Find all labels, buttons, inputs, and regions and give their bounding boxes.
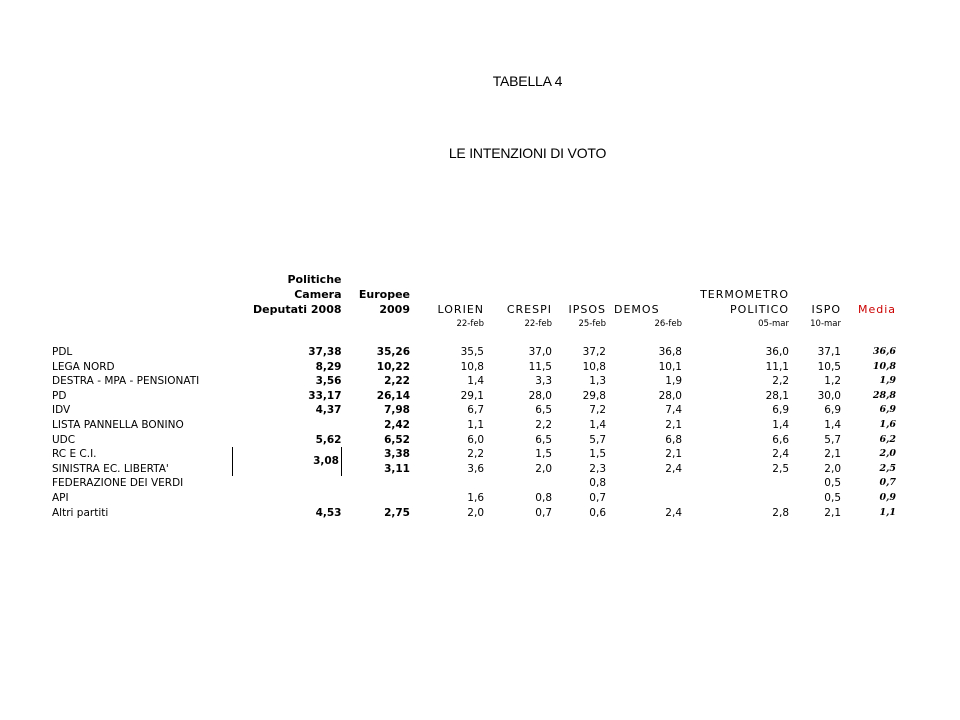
cell-ipsos: 10,8 xyxy=(582,360,606,373)
cell-ipsos: 1,5 xyxy=(589,448,606,461)
cell-ipsos: 37,2 xyxy=(582,346,606,358)
cell-lorien: 29,1 xyxy=(460,389,484,402)
dates-row xyxy=(52,317,896,337)
header-europee xyxy=(342,272,411,317)
cell-party: UDC xyxy=(52,433,76,446)
header-europee-line1: Europee xyxy=(358,288,410,301)
cell-ipsos: 0,8 xyxy=(589,477,606,490)
cell-termometro: 2,4 xyxy=(772,448,789,461)
cell-europee xyxy=(342,491,411,506)
cell-party: IDV xyxy=(52,404,71,417)
table-row xyxy=(52,418,896,433)
cell-europee: 3,38 xyxy=(384,448,410,461)
cell-demos: 2,4 xyxy=(665,506,682,519)
cell-termometro xyxy=(682,476,789,491)
date-lorien: 22-feb xyxy=(456,319,484,329)
cell-media: 28,8 xyxy=(872,389,896,401)
cell-ipsos: 1,3 xyxy=(589,375,606,388)
cell-europee: 7,98 xyxy=(384,404,410,417)
cell-media: 1,6 xyxy=(879,418,896,430)
cell-europee: 10,22 xyxy=(376,360,410,373)
cell-europee: 35,26 xyxy=(376,346,410,358)
cell-ispo: 0,5 xyxy=(824,491,841,504)
cell-lorien: 2,0 xyxy=(467,506,484,519)
cell-ispo: 1,2 xyxy=(824,375,841,388)
cell-lorien: 1,4 xyxy=(467,375,484,388)
cell-party: RC E C.I. xyxy=(52,448,97,461)
cell-termometro xyxy=(682,491,789,506)
header-crespi: CRESPI xyxy=(506,303,552,316)
cell-media: 10,8 xyxy=(872,360,896,372)
cell-demos: 7,4 xyxy=(665,404,682,417)
date-ipsos: 25-feb xyxy=(578,319,606,329)
cell-ispo: 0,5 xyxy=(824,477,841,490)
cell-party: FEDERAZIONE DEI VERDI xyxy=(52,477,184,490)
cell-demos: 2,4 xyxy=(665,462,682,475)
cell-crespi xyxy=(484,476,552,491)
table-row xyxy=(52,447,896,462)
cell-media: 2,5 xyxy=(879,462,896,474)
cell-lorien: 35,5 xyxy=(460,346,484,358)
table-row xyxy=(52,403,896,418)
table-row xyxy=(52,476,896,491)
cell-politiche xyxy=(233,418,342,433)
voting-intentions-table xyxy=(52,272,896,520)
cell-europee: 2,42 xyxy=(384,418,410,431)
cell-lorien: 3,6 xyxy=(467,462,484,475)
cell-politiche: 3,56 xyxy=(315,375,342,388)
cell-termometro: 2,2 xyxy=(772,375,789,388)
cell-media: 2,0 xyxy=(879,448,896,460)
cell-politiche: 37,38 xyxy=(308,346,342,358)
cell-demos: 1,9 xyxy=(665,375,682,388)
table-row xyxy=(52,506,896,521)
cell-party: PDL xyxy=(52,346,73,358)
cell-lorien: 1,1 xyxy=(467,418,484,431)
cell-media: 6,9 xyxy=(879,404,896,416)
header-row xyxy=(52,272,896,317)
header-lorien: LORIEN xyxy=(437,303,484,316)
table-row xyxy=(52,491,896,506)
header-politiche xyxy=(233,272,342,317)
cell-ispo: 2,1 xyxy=(824,448,841,461)
cell-termometro: 36,0 xyxy=(765,346,789,358)
cell-ipsos: 0,7 xyxy=(589,491,606,504)
cell-demos xyxy=(606,491,682,506)
cell-crespi: 6,5 xyxy=(535,404,552,417)
cell-europee: 3,11 xyxy=(384,462,410,475)
cell-crespi: 0,8 xyxy=(535,491,552,504)
cell-crespi: 37,0 xyxy=(528,346,552,358)
cell-ipsos: 5,7 xyxy=(589,433,606,446)
cell-demos: 2,1 xyxy=(665,448,682,461)
table-row xyxy=(52,462,896,477)
cell-demos: 2,1 xyxy=(665,418,682,431)
cell-party: Altri partiti xyxy=(52,506,109,519)
header-termometro-line1: TERMOMETRO xyxy=(700,288,789,301)
cell-termometro: 11,1 xyxy=(765,360,789,373)
table-row xyxy=(52,345,896,360)
cell-europee xyxy=(342,476,411,491)
cell-politiche: 4,53 xyxy=(315,506,342,519)
cell-demos: 10,1 xyxy=(658,360,682,373)
cell-politiche: 8,29 xyxy=(315,360,342,373)
cell-ispo: 37,1 xyxy=(817,346,841,358)
cell-politiche xyxy=(233,491,342,506)
cell-ipsos: 0,6 xyxy=(589,506,606,519)
header-party xyxy=(52,272,233,317)
cell-lorien: 6,0 xyxy=(467,433,484,446)
cell-ispo: 5,7 xyxy=(824,433,841,446)
table-body xyxy=(52,345,896,520)
table-subtitle: LE INTENZIONI DI VOTO xyxy=(448,145,607,161)
cell-crespi: 0,7 xyxy=(535,506,552,519)
cell-media: 0,7 xyxy=(879,477,896,489)
cell-party: API xyxy=(52,491,69,504)
cell-lorien: 2,2 xyxy=(467,448,484,461)
cell-europee: 6,52 xyxy=(384,433,410,446)
cell-lorien: 6,7 xyxy=(467,404,484,417)
cell-lorien xyxy=(410,476,484,491)
cell-ispo: 2,0 xyxy=(824,462,841,475)
cell-party: LEGA NORD xyxy=(52,360,115,373)
cell-politiche: 4,37 xyxy=(315,404,342,417)
date-ispo: 10-mar xyxy=(810,319,841,329)
cell-party: DESTRA - MPA - PENSIONATI xyxy=(52,375,200,388)
header-ispo: ISPO xyxy=(811,303,841,316)
cell-politiche: 33,17 xyxy=(308,389,342,402)
cell-party: LISTA PANNELLA BONINO xyxy=(52,418,184,431)
date-demos: 26-feb xyxy=(654,319,682,329)
header-termometro-line2: POLITICO xyxy=(730,303,789,316)
cell-lorien: 1,6 xyxy=(467,491,484,504)
cell-ipsos: 1,4 xyxy=(589,418,606,431)
page-title: TABELLA 4 xyxy=(492,73,563,89)
header-politiche-line1: Politiche xyxy=(287,273,342,286)
cell-crespi: 11,5 xyxy=(528,360,552,373)
cell-ispo: 10,5 xyxy=(817,360,841,373)
cell-europee: 26,14 xyxy=(376,389,410,402)
cell-politiche: 5,62 xyxy=(315,433,342,446)
cell-ipsos: 29,8 xyxy=(582,389,606,402)
cell-party: SINISTRA EC. LIBERTA' xyxy=(52,462,169,475)
cell-ispo: 1,4 xyxy=(824,418,841,431)
header-ipsos: IPSOS xyxy=(568,303,606,316)
header-termometro xyxy=(682,272,789,317)
header-europee-line2: 2009 xyxy=(379,303,410,316)
cell-demos: 36,8 xyxy=(658,346,682,358)
cell-politiche: 3,08 xyxy=(233,447,342,476)
header-politiche-line2: Camera xyxy=(294,288,342,301)
cell-termometro: 2,5 xyxy=(772,462,789,475)
table-row xyxy=(52,433,896,448)
cell-crespi: 2,2 xyxy=(535,418,552,431)
cell-ispo: 30,0 xyxy=(817,389,841,402)
cell-politiche xyxy=(233,476,342,491)
cell-crespi: 3,3 xyxy=(535,375,552,388)
cell-termometro: 6,9 xyxy=(772,404,789,417)
cell-demos xyxy=(606,476,682,491)
cell-ispo: 2,1 xyxy=(824,506,841,519)
cell-party: PD xyxy=(52,389,67,402)
cell-demos: 28,0 xyxy=(658,389,682,402)
cell-termometro: 2,8 xyxy=(772,506,789,519)
cell-termometro: 1,4 xyxy=(772,418,789,431)
header-demos: DEMOS xyxy=(614,303,660,316)
cell-media: 6,2 xyxy=(879,433,896,445)
cell-ipsos: 7,2 xyxy=(589,404,606,417)
cell-ipsos: 2,3 xyxy=(589,462,606,475)
cell-lorien: 10,8 xyxy=(460,360,484,373)
date-crespi: 22-feb xyxy=(524,319,552,329)
header-media: Media xyxy=(857,303,896,316)
cell-media: 1,9 xyxy=(879,375,896,387)
date-termometro: 05-mar xyxy=(758,319,789,329)
cell-crespi: 1,5 xyxy=(535,448,552,461)
header-politiche-line3: Deputati 2008 xyxy=(253,303,342,316)
table-row xyxy=(52,360,896,375)
cell-europee: 2,75 xyxy=(384,506,410,519)
cell-crespi: 2,0 xyxy=(535,462,552,475)
cell-crespi: 28,0 xyxy=(528,389,552,402)
cell-demos: 6,8 xyxy=(665,433,682,446)
table-row xyxy=(52,389,896,404)
cell-termometro: 28,1 xyxy=(765,389,789,402)
cell-media: 36,6 xyxy=(872,346,896,357)
cell-media: 0,9 xyxy=(879,491,896,503)
cell-media: 1,1 xyxy=(879,506,896,518)
cell-crespi: 6,5 xyxy=(535,433,552,446)
cell-termometro: 6,6 xyxy=(772,433,789,446)
cell-europee: 2,22 xyxy=(384,375,410,388)
table-row xyxy=(52,374,896,389)
cell-ispo: 6,9 xyxy=(824,404,841,417)
